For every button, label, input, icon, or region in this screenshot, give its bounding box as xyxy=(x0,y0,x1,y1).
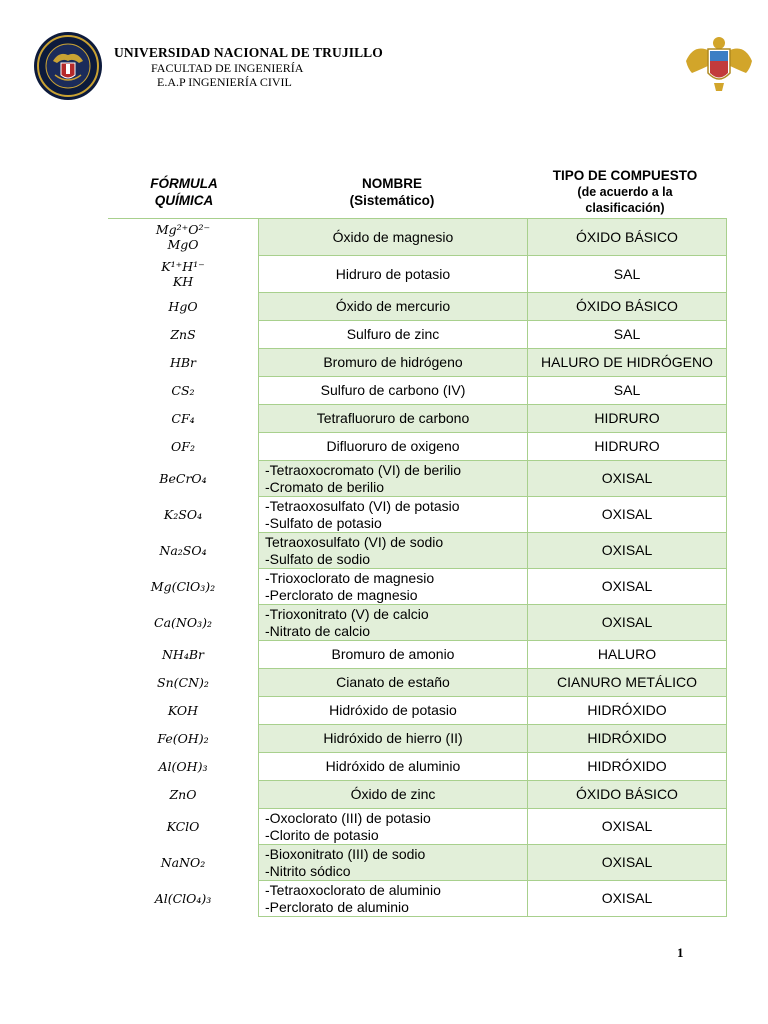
name-text: Hidróxido de aluminio xyxy=(325,758,461,774)
table-row xyxy=(108,605,727,641)
header-nombre-line2: (Sistemático) xyxy=(349,193,435,208)
type-cell: HALURO DE HIDRÓGENO xyxy=(528,349,727,377)
name-text: Tetraoxosulfato (VI) de sodio xyxy=(265,533,444,550)
formula-cell xyxy=(108,433,259,461)
formula-cell xyxy=(108,809,259,845)
name-cell xyxy=(259,697,528,725)
formula-text: KClO xyxy=(166,819,200,834)
name-cell xyxy=(259,461,528,497)
name-text: -Tetraoxoclorato de aluminio xyxy=(265,881,441,898)
formula-text: CF₄ xyxy=(171,411,195,426)
formula-cell xyxy=(108,405,259,433)
table-row xyxy=(108,809,727,845)
formula-cell xyxy=(108,605,259,641)
formula-text: KH xyxy=(172,274,194,289)
formula-text: BeCrO₄ xyxy=(159,471,207,486)
table-row xyxy=(108,321,727,349)
type-cell: SAL xyxy=(528,321,727,349)
type-cell: HIDRÓXIDO xyxy=(528,725,727,753)
formula-text: ZnS xyxy=(170,327,196,342)
formula-cell xyxy=(108,845,259,881)
name-text: Óxido de mercurio xyxy=(335,298,451,314)
table-row xyxy=(108,219,727,256)
formula-text: CS₂ xyxy=(171,383,195,398)
table-row xyxy=(108,881,727,917)
name-cell xyxy=(259,569,528,605)
name-text: Cianato de estaño xyxy=(336,674,450,690)
type-cell: OXISAL xyxy=(528,881,727,917)
formula-text: Ca(NO₃)₂ xyxy=(154,615,212,630)
formula-cell xyxy=(108,497,259,533)
name-cell xyxy=(259,809,528,845)
name-text: Sulfuro de zinc xyxy=(346,326,440,342)
column-header-tipo xyxy=(526,167,724,216)
name-text: -Cromato de berilio xyxy=(265,478,385,495)
name-text: Hidruro de potasio xyxy=(335,265,451,282)
formula-text: Fe(OH)₂ xyxy=(157,731,209,746)
formula-text: Al(ClO₄)₃ xyxy=(154,891,212,906)
header-formula-line2: QUÍMICA xyxy=(154,193,214,208)
name-text: Óxido de magnesio xyxy=(332,228,454,245)
header-tipo-line3: clasificación) xyxy=(585,201,665,215)
formula-text: Sn(CN)₂ xyxy=(157,675,209,690)
type-cell: OXISAL xyxy=(528,569,727,605)
type-cell: HIDRURO xyxy=(528,405,727,433)
formula-cell xyxy=(108,461,259,497)
formula-text: ZnO xyxy=(169,787,197,802)
formula-cell xyxy=(108,219,259,256)
formula-text: Na₂SO₄ xyxy=(159,543,207,558)
formula-text: HgO xyxy=(168,299,198,314)
formula-cell xyxy=(108,256,259,293)
type-cell: CIANURO METÁLICO xyxy=(528,669,727,697)
table-row xyxy=(108,433,727,461)
formula-cell xyxy=(108,669,259,697)
formula-text: HBr xyxy=(169,355,197,370)
compounds-table xyxy=(108,218,727,917)
type-cell: HIDRÓXIDO xyxy=(528,753,727,781)
page-number: 1 xyxy=(677,945,684,960)
table-row xyxy=(108,256,727,293)
name-text: Hidróxido de hierro (II) xyxy=(323,730,463,746)
table-row xyxy=(108,461,727,497)
type-cell: SAL xyxy=(528,377,727,405)
table-row xyxy=(108,845,727,881)
name-text: -Oxoclorato (III) de potasio xyxy=(265,809,431,826)
formula-text: MgO xyxy=(167,237,199,252)
name-text: -Sulfato de sodio xyxy=(265,550,371,567)
formula-cell xyxy=(108,781,259,809)
column-header-formula xyxy=(110,175,258,209)
type-cell: OXISAL xyxy=(528,605,727,641)
name-cell xyxy=(259,725,528,753)
name-cell xyxy=(259,349,528,377)
formula-cell xyxy=(108,533,259,569)
formula-text: KOH xyxy=(167,703,199,718)
name-cell xyxy=(259,219,528,256)
formula-text: Al(OH)₃ xyxy=(158,759,208,774)
name-cell xyxy=(259,753,528,781)
type-cell: OXISAL xyxy=(528,533,727,569)
table-row xyxy=(108,497,727,533)
name-text: -Perclorato de aluminio xyxy=(265,898,409,915)
formula-text: Mg(ClO₃)₂ xyxy=(150,579,216,594)
type-cell: OXISAL xyxy=(528,845,727,881)
formula-cell xyxy=(108,293,259,321)
faculty-name: FACULTAD DE INGENIERÍA xyxy=(151,61,304,75)
type-cell: HALURO xyxy=(528,641,727,669)
type-cell: SAL xyxy=(528,256,727,293)
name-text: -Sulfato de potasio xyxy=(265,514,382,531)
name-text: Sulfuro de carbono (IV) xyxy=(320,382,466,398)
formula-cell xyxy=(108,569,259,605)
name-text: -Perclorato de magnesio xyxy=(265,586,418,603)
table-row xyxy=(108,641,727,669)
name-text: Hidróxido de potasio xyxy=(329,702,457,718)
formula-cell xyxy=(108,881,259,917)
formula-cell xyxy=(108,321,259,349)
table-row xyxy=(108,669,727,697)
formula-text: Mg²⁺O²⁻ xyxy=(155,222,211,237)
school-name: E.A.P INGENIERÍA CIVIL xyxy=(157,75,292,89)
formula-text: OF₂ xyxy=(171,439,195,454)
name-cell xyxy=(259,293,528,321)
formula-text: NaNO₂ xyxy=(160,855,206,870)
header-tipo-line2: (de acuerdo a la xyxy=(577,185,673,199)
name-text: -Bioxonitrato (III) de sodio xyxy=(265,845,426,862)
formula-cell xyxy=(108,697,259,725)
name-cell xyxy=(259,321,528,349)
name-cell xyxy=(259,497,528,533)
name-cell xyxy=(259,433,528,461)
name-cell xyxy=(259,641,528,669)
name-text: Tetrafluoruro de carbono xyxy=(316,410,470,426)
name-cell xyxy=(259,669,528,697)
table-row xyxy=(108,349,727,377)
name-text: Bromuro de amonio xyxy=(331,646,455,662)
table-row xyxy=(108,377,727,405)
type-cell: ÓXIDO BÁSICO xyxy=(528,219,727,256)
table-row xyxy=(108,753,727,781)
formula-cell xyxy=(108,725,259,753)
header-formula-line1: FÓRMULA xyxy=(150,176,218,191)
table-row xyxy=(108,533,727,569)
name-text: -Nitrato de calcio xyxy=(265,622,371,639)
table-row xyxy=(108,697,727,725)
table-row xyxy=(108,405,727,433)
name-cell xyxy=(259,845,528,881)
formula-text: NH₄Br xyxy=(161,647,204,662)
name-text: Óxido de zinc xyxy=(350,786,436,802)
type-cell: HIDRÓXIDO xyxy=(528,697,727,725)
name-text: -Trioxonitrato (V) de calcio xyxy=(265,605,429,622)
name-text: -Tetraoxosulfato (VI) de potasio xyxy=(265,497,460,514)
type-cell: OXISAL xyxy=(528,461,727,497)
formula-cell xyxy=(108,641,259,669)
formula-cell xyxy=(108,753,259,781)
university-seal-icon xyxy=(33,31,103,101)
name-text: -Trioxoclorato de magnesio xyxy=(265,569,435,586)
university-name: UNIVERSIDAD NACIONAL DE TRUJILLO xyxy=(114,45,383,60)
name-text: Bromuro de hidrógeno xyxy=(323,354,463,370)
name-text: -Nitrito sódico xyxy=(265,862,351,879)
name-cell xyxy=(259,605,528,641)
table-row xyxy=(108,569,727,605)
name-cell xyxy=(259,377,528,405)
name-cell xyxy=(259,781,528,809)
type-cell: OXISAL xyxy=(528,809,727,845)
column-header-nombre xyxy=(258,175,526,209)
type-cell: ÓXIDO BÁSICO xyxy=(528,293,727,321)
header-tipo-line1: TIPO DE COMPUESTO xyxy=(552,168,698,183)
table-row xyxy=(108,781,727,809)
institution-header xyxy=(114,45,383,89)
header-nombre-line1: NOMBRE xyxy=(362,176,422,191)
type-cell: OXISAL xyxy=(528,497,727,533)
table-row xyxy=(108,293,727,321)
name-text: -Tetraoxocromato (VI) de berilio xyxy=(265,461,462,478)
coat-of-arms-icon xyxy=(684,33,754,93)
name-cell xyxy=(259,405,528,433)
name-text: Difluoruro de oxigeno xyxy=(326,438,460,454)
name-text: -Clorito de potasio xyxy=(265,826,379,843)
formula-cell xyxy=(108,349,259,377)
type-cell: ÓXIDO BÁSICO xyxy=(528,781,727,809)
formula-text: K¹⁺H¹⁻ xyxy=(161,259,205,274)
table-row xyxy=(108,725,727,753)
formula-cell xyxy=(108,377,259,405)
name-cell xyxy=(259,256,528,293)
type-cell: HIDRURO xyxy=(528,433,727,461)
name-cell xyxy=(259,533,528,569)
name-cell xyxy=(259,881,528,917)
formula-text: K₂SO₄ xyxy=(163,507,203,522)
